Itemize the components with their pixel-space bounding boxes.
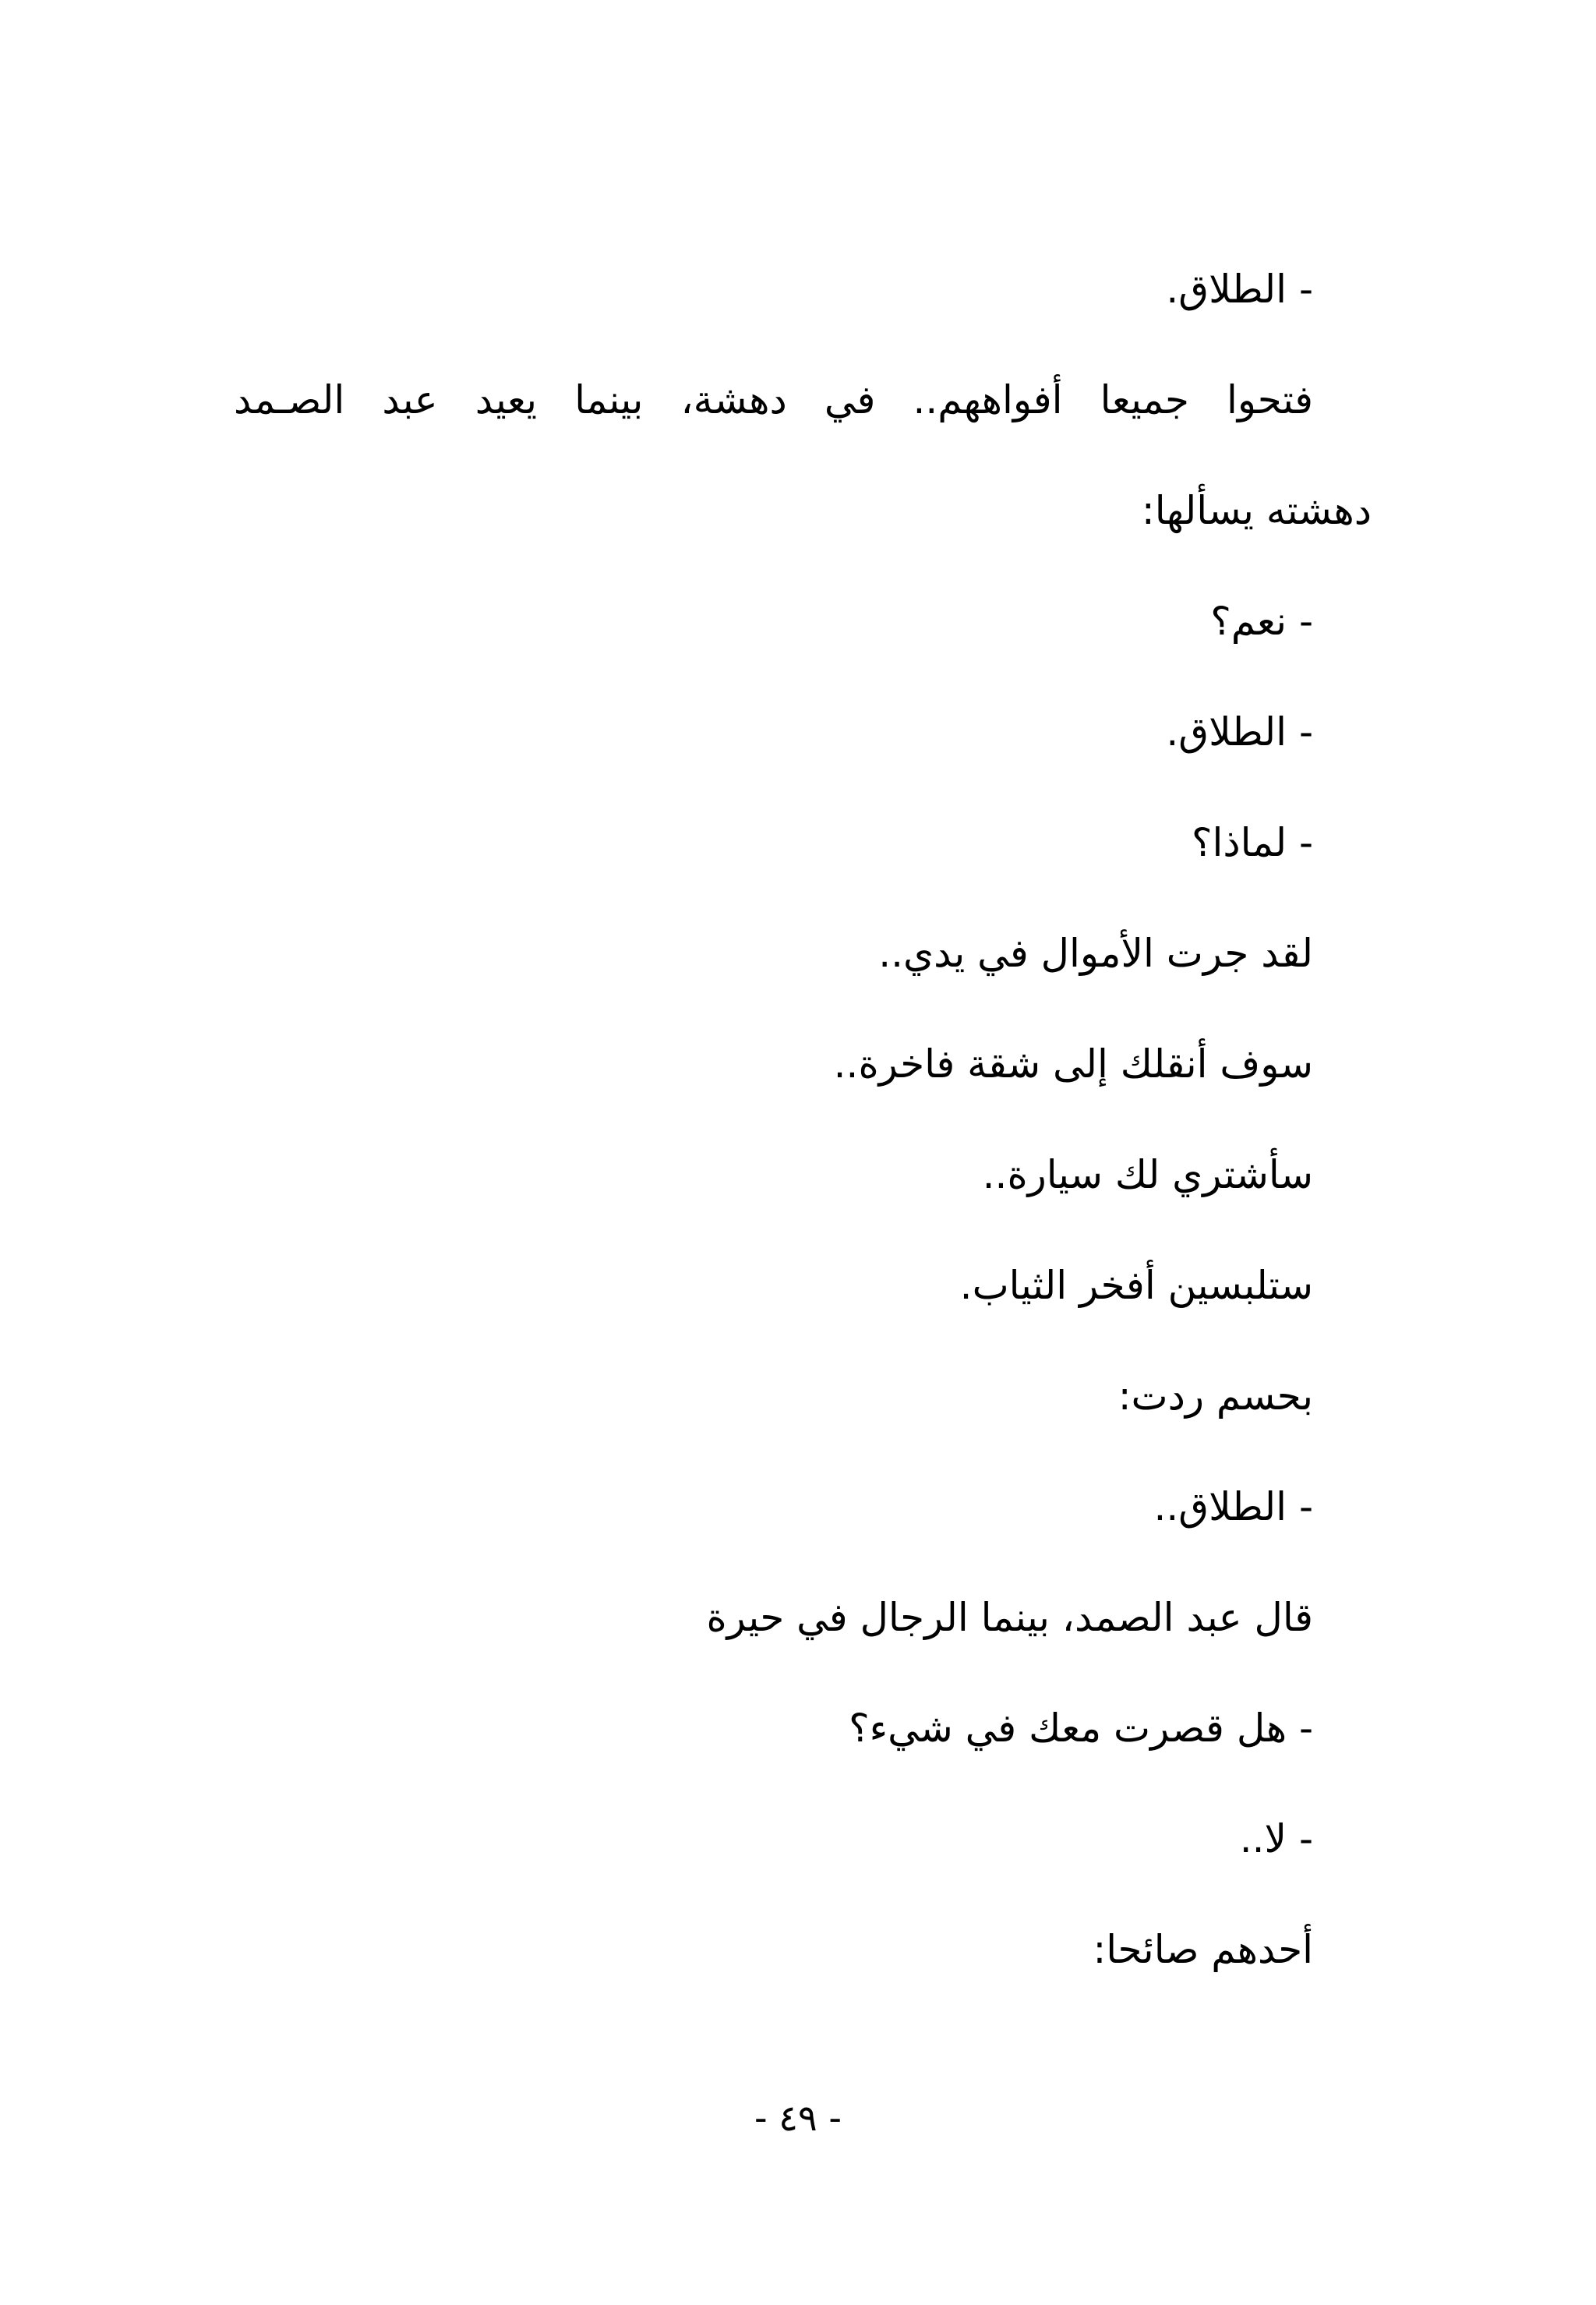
text-line: بحسم ردت: [1118,1373,1313,1419]
text-line: - هل قصرت معك في شيء؟ [849,1706,1313,1751]
text-line: سأشتري لك سيارة.. [982,1152,1313,1197]
body-text [234,234,1372,2005]
text-line: أحدهم صائحا: [1093,1927,1313,1972]
text-line: فتحوا جميعا أفواههم.. في دهشة، بينما يعيد عبد الصـمد [234,377,1313,422]
text-line: دهشته يسألها: [1141,488,1372,533]
text-line: - لماذا؟ [1191,820,1313,865]
text-line: ستلبسين أفخر الثياب. [959,1263,1313,1308]
text-line: - الطلاق.. [1153,1484,1313,1529]
text-line: - الطلاق. [1166,267,1313,312]
page-number: - ٤٩ - [754,2097,842,2139]
text-line: سوف أنقلك إلى شقة فاخرة.. [833,1041,1313,1087]
text-line: - الطلاق. [1166,709,1313,755]
text-line: قال عبد الصمد، بينما الرجال في حيرة [706,1595,1313,1640]
text-line: - نعم؟ [1210,599,1313,644]
text-line: لقد جرت الأموال في يدي.. [878,931,1313,976]
text-line: - لا.. [1239,1816,1313,1861]
